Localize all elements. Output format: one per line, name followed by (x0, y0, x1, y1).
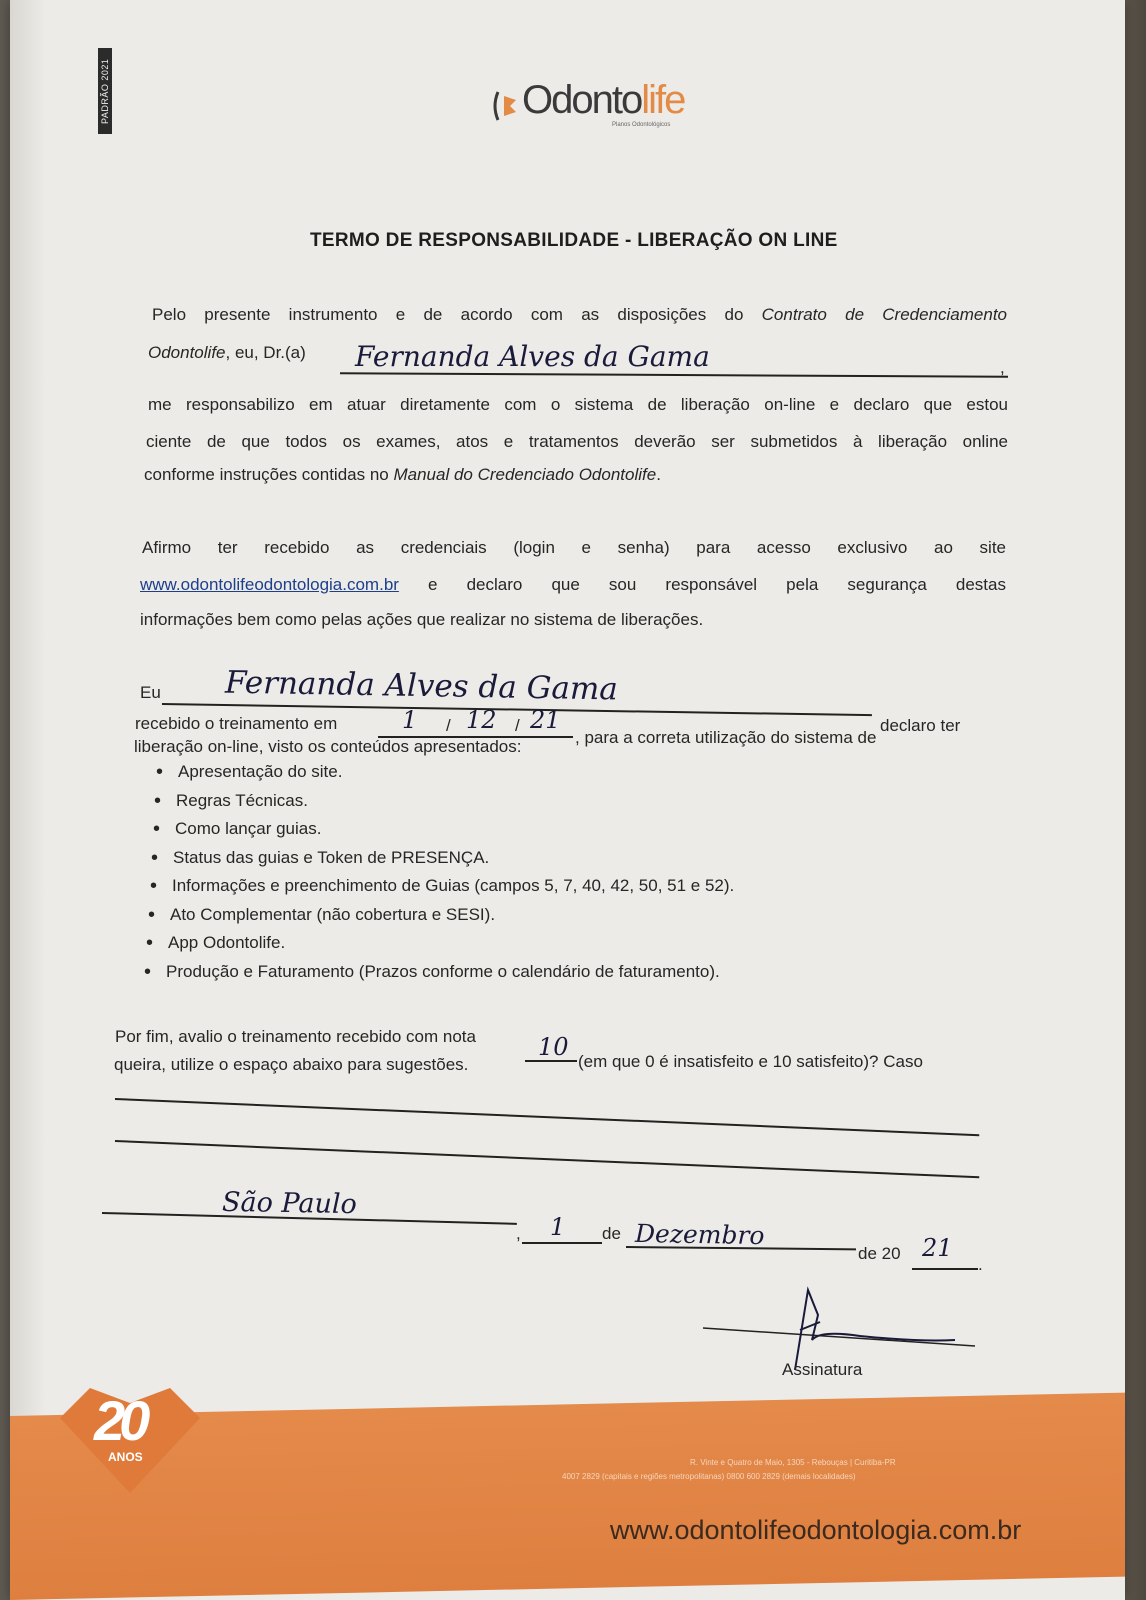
para2-line1: Afirmo ter recebido as credenciais (login e senha) para acesso exclusivo ao site (142, 538, 1006, 557)
closing-de: de (602, 1224, 621, 1243)
topic-item: • Informações e preenchimento de Guias (campos 5, 7, 40, 42, 50, 51 e 52). (150, 874, 734, 903)
closing-comma: , (516, 1224, 521, 1243)
topic-item: • Produção e Faturamento (Prazos conforme o calendário de faturamento). (144, 960, 728, 989)
suggestion-line-1 (115, 1098, 979, 1136)
topic-item: • Como lançar guias. (153, 817, 737, 846)
badge-label: ANOS (108, 1450, 143, 1464)
para1-line1-text: Pelo presente instrumento e de acordo com as disposições do (152, 305, 762, 324)
badge-number: 20 (94, 1389, 145, 1452)
logo-subtitle: Planos Odontológicos (612, 122, 671, 128)
suggestion-line-2 (115, 1140, 979, 1178)
logo-mark-icon (492, 86, 522, 126)
handwritten-closing-month: Dezembro (634, 1218, 765, 1251)
handwritten-closing-year: 21 (922, 1234, 953, 1262)
recebido-label: recebido o treinamento em (135, 714, 338, 733)
date-separator-1: / (446, 716, 451, 735)
closing-de20: de 20 (858, 1244, 901, 1263)
website-link[interactable]: www.odontolifeodontologia.com.br (140, 575, 399, 594)
document-page (10, 0, 1125, 1600)
name-underline-1 (340, 372, 1008, 377)
logo-wordmark (522, 78, 684, 123)
topic-item: • App Odontolife. (146, 931, 730, 960)
logo-brand-suffix: life (641, 78, 685, 122)
odontolife-logo (492, 78, 712, 132)
page-title: TERMO DE RESPONSABILIDADE - LIBERAÇÃO ON LINE (310, 230, 838, 251)
evaluation-line1b: (em que 0 é insatisfeito e 10 satisfeito)? Caso (578, 1052, 923, 1071)
evaluation-line2: queira, utilize o espaço abaixo para sugestões. (114, 1055, 469, 1074)
para3-line3: liberação on-line, visto os conteúdos apresentados: (134, 737, 522, 756)
handwritten-closing-day: 1 (550, 1213, 566, 1241)
topic-item: • Regras Técnicas. (154, 789, 738, 818)
manual-title: Manual do Credenciado Odontolife (393, 465, 657, 484)
footer-address-line2: 4007 2829 (capitais e regiões metropolitanas) 0800 600 2829 (demais localidades) (562, 1472, 856, 1481)
closing-day-underline (522, 1242, 602, 1244)
para1-line4: ciente de que todos os exames, atos e tratamentos deverão ser submetidos à liberação online (146, 432, 1008, 451)
company-name: Odontolife (148, 343, 226, 362)
side-code: PADRÃO 2021 (98, 48, 112, 134)
topic-item: • Apresentação do site. (156, 760, 740, 789)
footer-address-line1: R. Vinte e Quatro de Maio, 1305 - Rebouças | Curitiba-PR (690, 1458, 896, 1467)
eu-label: Eu (140, 683, 161, 702)
handwritten-month: 12 (466, 706, 497, 734)
para1-line2-text: , eu, Dr.(a) (225, 343, 306, 362)
footer-url[interactable]: www.odontolifeodontologia.com.br (610, 1515, 1022, 1545)
para1-line2 (148, 343, 306, 363)
para1-line1 (152, 305, 1007, 325)
closing-period: . (978, 1255, 983, 1274)
handwritten-day: 1 (402, 706, 418, 734)
topic-item: • Status das guias e Token de PRESENÇA. (151, 846, 735, 875)
para1-line5-text: conforme instruções contidas no (144, 465, 394, 484)
para1-line3: me responsabilizo em atuar diretamente com o sistema de liberação on-line e declaro que estou (148, 395, 1008, 414)
handwritten-year: 21 (530, 706, 561, 734)
handwritten-name-1: Fernanda Alves da Gama (355, 340, 710, 373)
logo-brand: Odonto (522, 78, 642, 122)
handwritten-grade: 10 (538, 1033, 569, 1061)
para1-line5-end: . (656, 465, 661, 484)
topics-list (148, 760, 735, 988)
after-date-text: , para a correta utilização do sistema de (575, 728, 877, 747)
evaluation-line1a: Por fim, avalio o treinamento recebido com nota (115, 1027, 476, 1046)
handwritten-name-2: Fernanda Alves da Gama (224, 664, 619, 708)
para1-line2-comma: , (1000, 358, 1005, 377)
para2-line2-text: e declaro que sou responsável pela segurança destas (398, 575, 1006, 594)
handwritten-city: São Paulo (221, 1186, 358, 1221)
page-shadow-edge (10, 0, 46, 1600)
contract-title: Contrato de Credenciamento (761, 305, 1008, 324)
date-separator-2: / (515, 716, 520, 735)
signature-label: Assinatura (782, 1360, 863, 1379)
para2-line3: informações bem como pelas ações que realizar no sistema de liberações. (140, 610, 704, 629)
declaro-ter-label: declaro ter (880, 716, 961, 735)
para1-line5 (144, 465, 661, 485)
topic-item: • Ato Complementar (não cobertura e SESI). (148, 903, 732, 932)
para2-line2 (140, 575, 1006, 595)
